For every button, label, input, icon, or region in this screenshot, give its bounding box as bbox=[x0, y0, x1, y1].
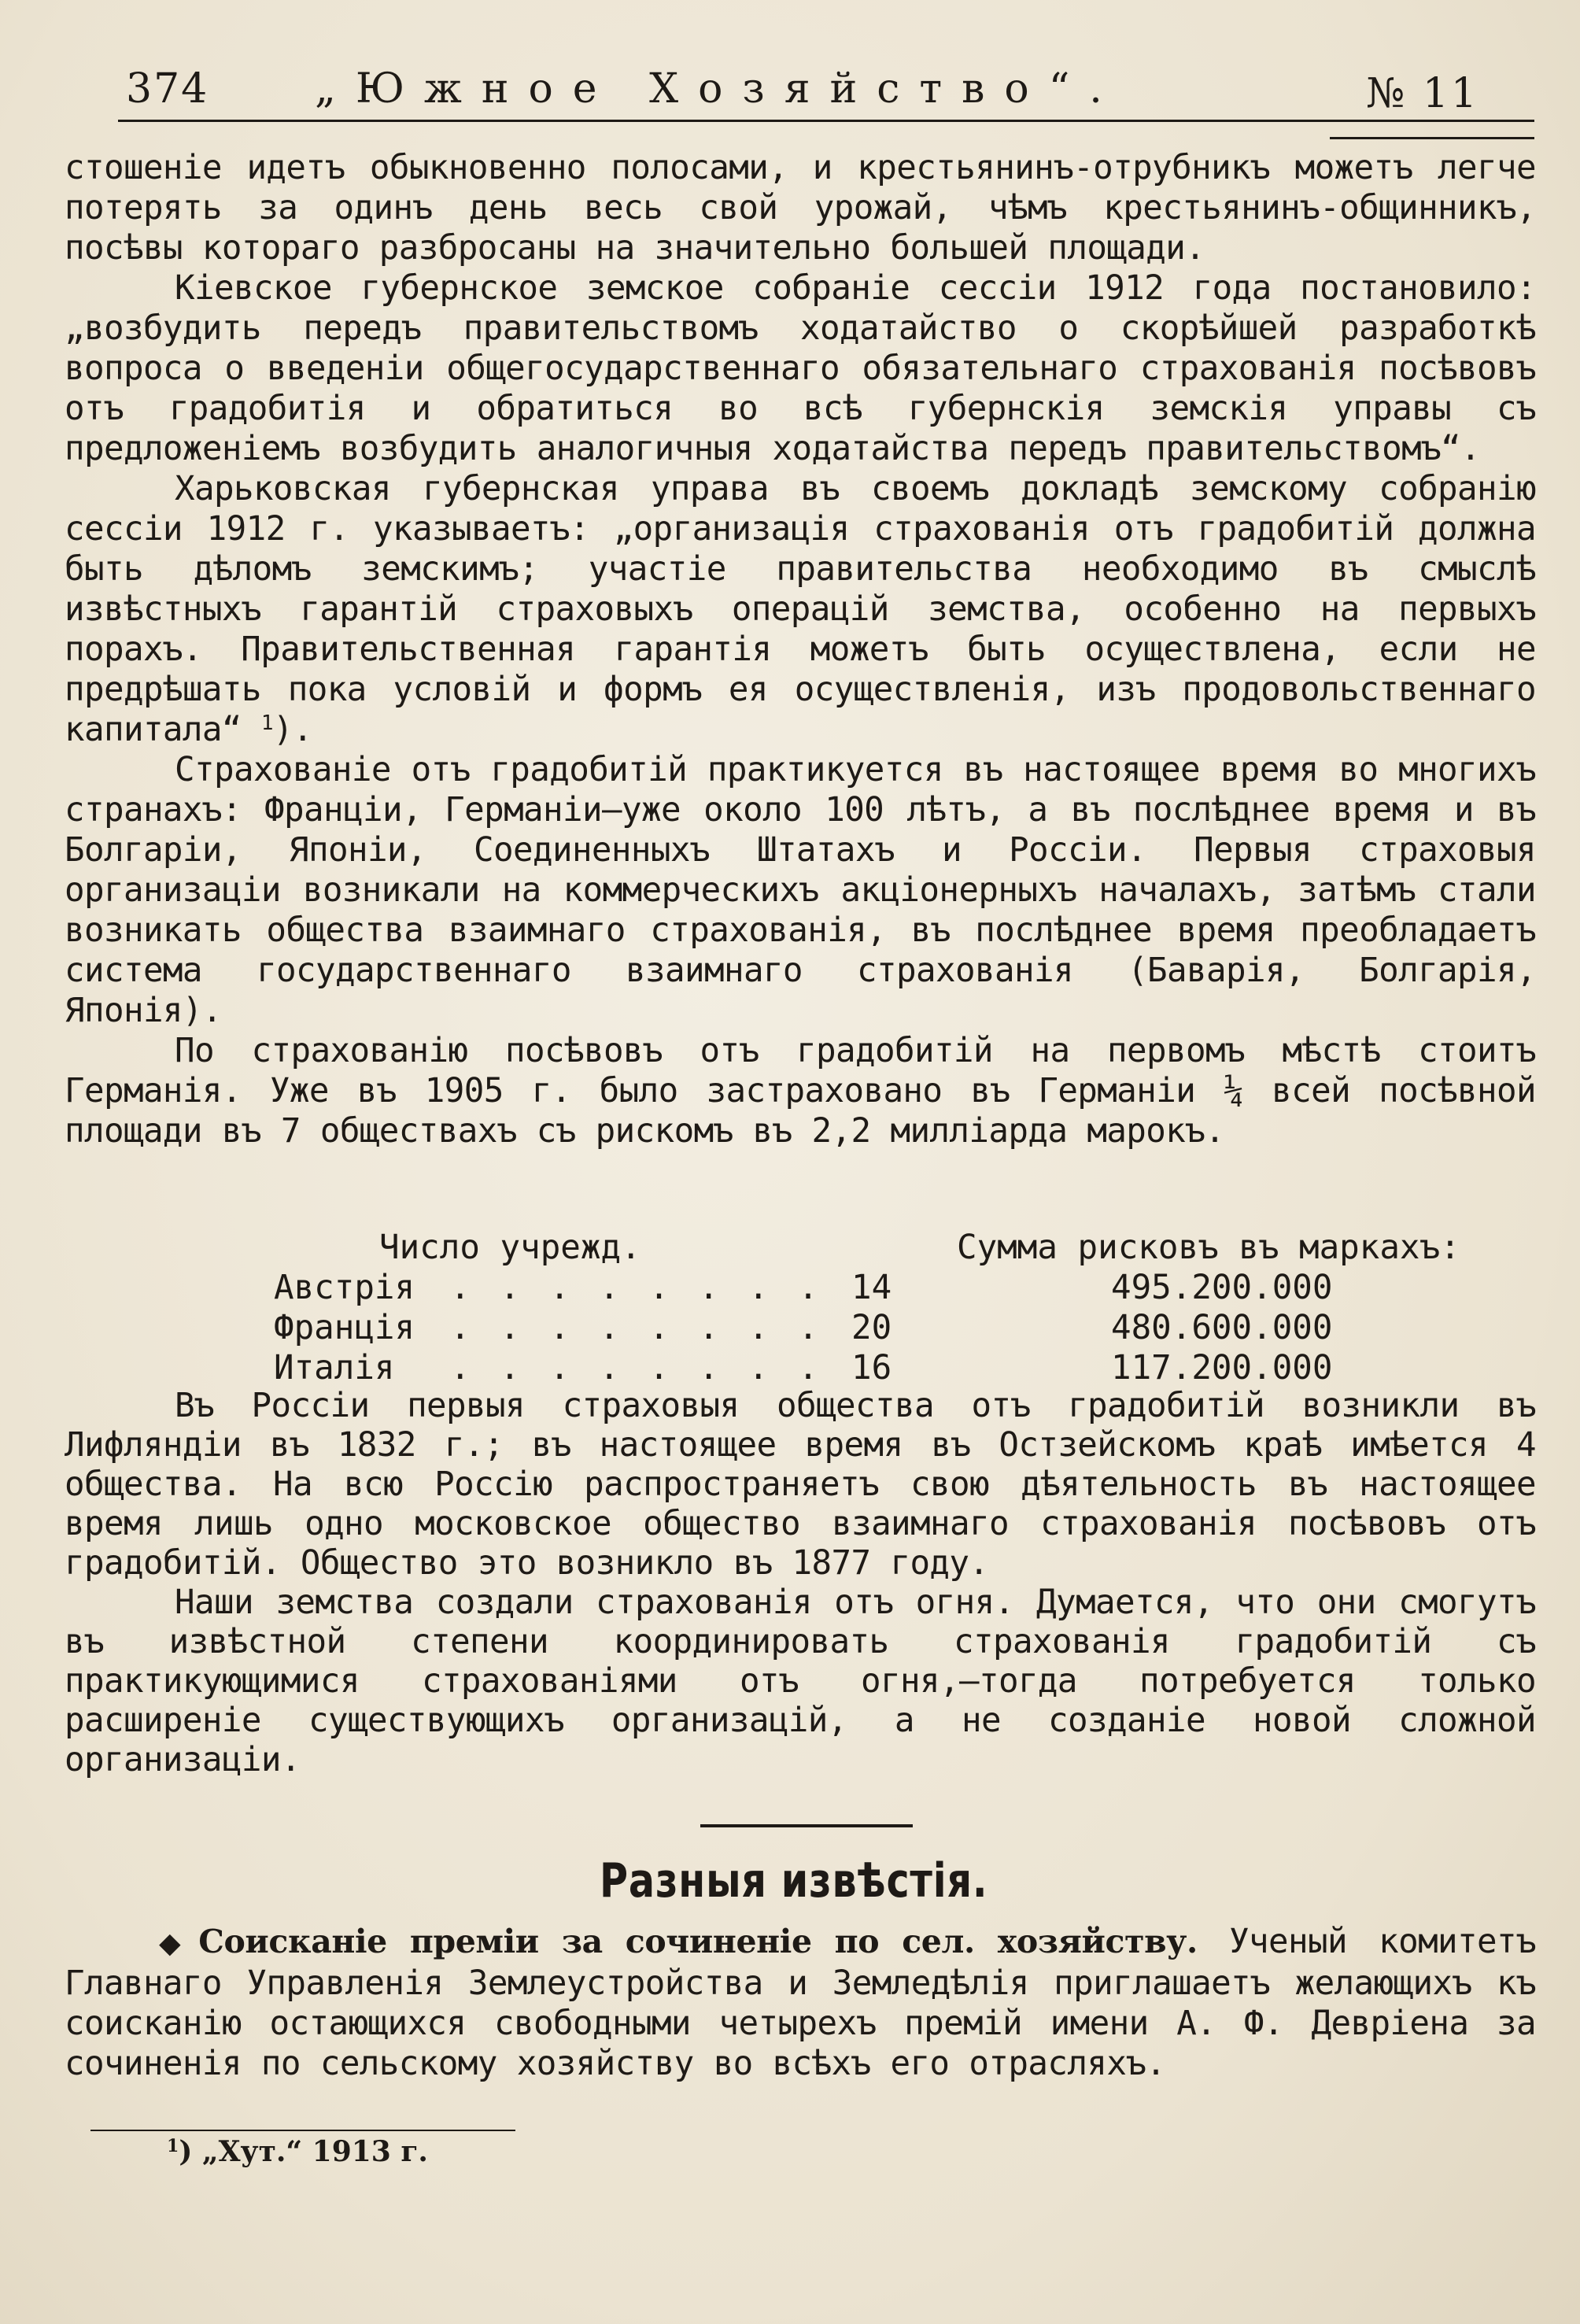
footnote-ref[interactable]: 1 bbox=[260, 711, 273, 735]
news-text: Ученый комитетъ Главнаго Управленія Землеустройства и Земледѣлія приглашаетъ желающихъ къ соисканію остающихся свободными четырехъ премій имени А. Ф. Девріена за сочиненія по сельскому хозяйству во всѣхъ его отрасляхъ. bbox=[65, 1923, 1536, 2083]
paragraph: По страхованію посѣвовъ отъ градобитій на первомъ мѣстѣ стоитъ Германія. Уже въ 1905 г. было застраховано въ Германіи ¼ всей посѣвной площади въ 7 обществахъ съ рискомъ въ 2,2 миллiарда марокъ. bbox=[65, 1032, 1536, 1151]
count: 20 bbox=[851, 1309, 892, 1347]
count: 14 bbox=[851, 1269, 892, 1307]
country: Австрія bbox=[274, 1269, 415, 1307]
paragraph: Страхованіе отъ градобитій практикуется въ настоящее время во многихъ странахъ: Франціи, Германіи—уже около 100 лѣтъ, а въ послѣднее время и въ Болгаріи, Японіи, Соединенныхъ Штатахъ и Россіи. Первыя страховыя организаціи возникали на коммерческихъ акціонерныхъ началахъ, затѣмъ стали возникать общества взаимнаго страхованія, въ послѣднее время преобладаетъ система государственнаго взаимнаго страхованія (Баварія, Болгарія, Японія). bbox=[65, 751, 1536, 1030]
leader-dots: . . . . . . . . bbox=[450, 1309, 823, 1347]
footnote-ref-tail: ). bbox=[272, 711, 312, 749]
section-divider bbox=[700, 1824, 913, 1827]
section-title: Разныя извѣстія. bbox=[599, 1853, 988, 1908]
main-text bbox=[65, 148, 1536, 1151]
news-item bbox=[65, 1922, 1536, 2084]
news-paragraph bbox=[65, 1922, 1536, 2084]
country: Италія bbox=[274, 1349, 395, 1387]
main-text-continued bbox=[65, 1387, 1536, 1780]
page-header bbox=[118, 61, 1479, 116]
table-row bbox=[65, 1308, 1536, 1348]
news-title: Соисканіе преміи за сочиненіе по сел. хозяйству. bbox=[198, 1923, 1198, 1960]
country: Франція bbox=[274, 1309, 415, 1347]
footnote bbox=[167, 2133, 428, 2171]
paragraph: Наши земства создали страхованія отъ огня. Думается, что они смогутъ въ извѣстной степени координировать страхованія градобитій съ практикующимися страхованіями отъ огня,—тогда потребуется только расширеніе существующихъ организацій, а не созданіе новой сложной организаціи. bbox=[65, 1583, 1536, 1779]
sum: 117.200.000 bbox=[1111, 1349, 1333, 1387]
count: 16 bbox=[851, 1349, 892, 1387]
paragraph bbox=[65, 469, 1536, 750]
leader-dots: . . . . . . . . bbox=[450, 1269, 823, 1307]
table-row bbox=[65, 1268, 1536, 1308]
paragraph: Кіевское губернское земское собраніе сессіи 1912 года постановило: „возбудить передъ правительствомъ ходатайство о скорѣйшей разработкѣ вопроса о введеніи общегосударственнаго обязательнаго страхованія посѣвовъ отъ градобитія и обратиться во всѣ губернскія земскія управы съ предложеніемъ возбудить аналогичныя ходатайства передъ правительствомъ“. bbox=[65, 269, 1536, 468]
diamond-icon: ◆ bbox=[159, 1927, 193, 1960]
footnote-rule bbox=[90, 2130, 515, 2131]
running-title: „Южное Хозяйство“. bbox=[315, 65, 1122, 113]
header-rule-short bbox=[1330, 137, 1534, 139]
footnote-text: ) „Хут.“ 1913 г. bbox=[179, 2135, 428, 2168]
footnote-mark: 1 bbox=[167, 2136, 179, 2156]
paragraph: стошеніе идетъ обыкновенно полосами, и крестьянинъ-отрубникъ можетъ легче потерять за одинъ день весь свой урожай, чѣмъ крестьянинъ-общинникъ, посѣвы котораго разбросаны на значительно большей площади. bbox=[65, 149, 1536, 268]
page-number: 374 bbox=[126, 65, 209, 113]
leader-dots: . . . . . . . . bbox=[450, 1349, 823, 1387]
col-header-count: Число учрежд. bbox=[379, 1229, 641, 1267]
sum: 480.600.000 bbox=[1111, 1309, 1333, 1347]
paragraph-text: Харьковская губернская управа въ своемъ докладѣ земскому собранію сессіи 1912 г. указываетъ: „организація страхованія отъ градобитій должна быть дѣломъ земскимъ; участіе правительства необходимо въ смыслѣ извѣстныхъ гарантій страховыхъ операцій земства, особенно на первыхъ порахъ. Правительственная гарантія можетъ быть осуществлена, если не предрѣшать пока условій и формъ ея осуществленія, изъ продовольственнаго капитала“ bbox=[65, 470, 1536, 749]
col-header-sum: Сумма рисковъ въ маркахъ: bbox=[957, 1229, 1460, 1267]
table-row bbox=[65, 1348, 1536, 1388]
issue-number: № 11 bbox=[1366, 70, 1479, 117]
sum: 495.200.000 bbox=[1111, 1269, 1333, 1307]
header-rule bbox=[118, 120, 1534, 122]
paragraph: Въ Россіи первыя страховыя общества отъ градобитій возникли въ Лифляндіи въ 1832 г.; въ настоящее время въ Остзейскомъ краѣ имѣется 4 общества. На всю Россію распространяетъ свою дѣятельность въ настоящее время лишь одно московское общество взаимнаго страхованія посѣвовъ отъ градобитій. Общество это возникло въ 1877 году. bbox=[65, 1387, 1536, 1583]
